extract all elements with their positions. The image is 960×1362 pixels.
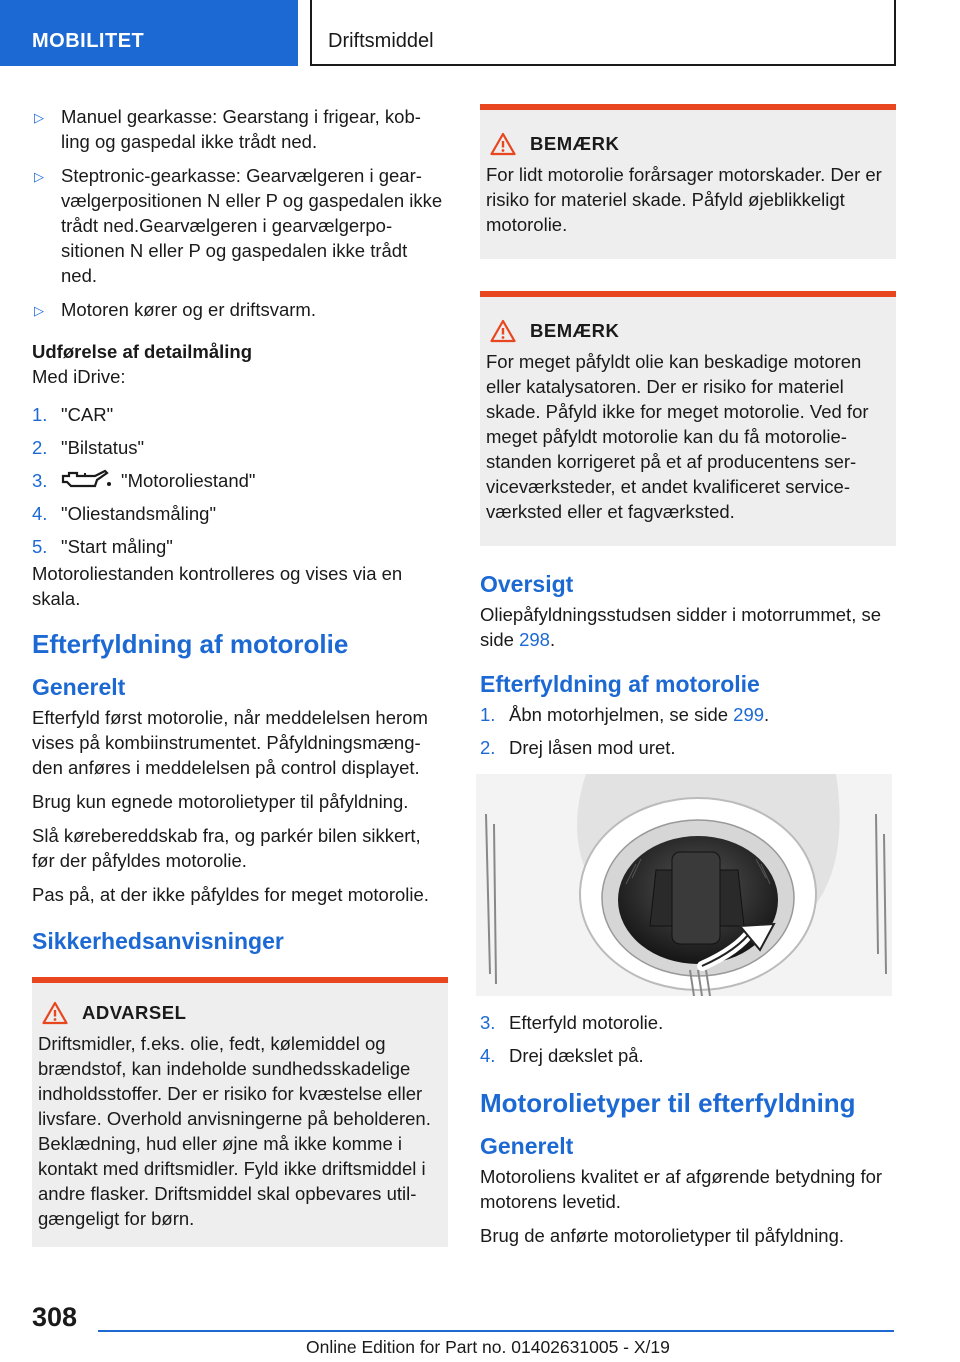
step-number: 4.	[32, 503, 48, 524]
page-header	[0, 0, 960, 66]
warning-box	[32, 977, 448, 1247]
step-number: 1.	[32, 404, 48, 425]
subsection-heading: Generelt	[480, 1133, 574, 1159]
step-item	[480, 1010, 896, 1035]
step-text: "CAR"	[61, 404, 114, 425]
step-text: Drej dækslet på.	[509, 1045, 644, 1066]
step-text: Drej låsen mod uret.	[509, 737, 676, 758]
notice-text: For lidt motorolie forårsager motorskader. Der er risiko for materiel skade. Påfyld øjeblikkeligt motorolie.	[486, 164, 882, 235]
notice-text: For meget påfyldt olie kan beskadige motoren eller katalysatoren. Der er risiko for materiel skade. Påfyld ikke for meget motorolie. Ved for meget påfyldt motorolie kan du få motorolie-standen korrigeret på et af producentens ser-viceværksteder, et andet kvalificeret service-værksted eller et fagværksted.	[486, 351, 869, 522]
general-paragraph: Brug kun egnede motorolietyper til påfyldning.	[32, 791, 409, 812]
step-number: 3.	[32, 470, 48, 491]
procedure-heading: Udførelse af detailmåling	[32, 341, 252, 362]
step-number: 2.	[480, 737, 496, 758]
procedure-intro: Med iDrive:	[32, 366, 126, 387]
subsection-heading: Efterfyldning af motorolie	[480, 671, 760, 697]
step-text	[509, 702, 769, 727]
engine-oil-icon	[61, 468, 113, 493]
oil-cap-photo	[476, 774, 892, 996]
oil-filler-cap-illustration	[476, 774, 892, 996]
bullet-text: Manuel gearkasse: Gearstang i frigear, kob-ling og gaspedal ikke trådt ned.	[61, 106, 421, 152]
triangle-bullet-icon: ▷	[34, 303, 44, 318]
section-heading: Efterfyldning af motorolie	[32, 629, 349, 659]
step-item	[32, 468, 448, 493]
step-number: 5.	[32, 536, 48, 557]
step-item	[32, 534, 448, 559]
general-paragraph: Efterfyld først motorolie, når meddelelsen herom vises på kombiinstrumentet. Påfyldningsmæng-den anføres i meddelelsen på control displayet.	[32, 707, 428, 778]
warning-text: Driftsmidler, f.eks. olie, fedt, kølemiddel og brændstof, kan indeholde sundhedsskadelige indholdsstoffer. Der er risiko for kvæstelse eller livsfare. Overhold anvisningerne på beholderen. Beklædning, hud eller øjne må ikke komme i kontakt med driftsmidler. Fyld ikke driftsmiddel i andre flasker. Driftsmiddel skal opbevares util-gængeligt for børn.	[38, 1033, 431, 1229]
step-item	[480, 1043, 896, 1068]
edition-text: Online Edition for Part no. 01402631005 - X/19	[306, 1337, 670, 1357]
result-text: Motoroliestanden kontrolleres og vises via en skala.	[32, 563, 403, 609]
types-paragraph: Brug de anførte motorolietyper til påfyldning.	[480, 1225, 845, 1246]
general-paragraph: Slå kørebereddskab fra, og parkér bilen sikkert, før der påfyldes motorolie.	[32, 825, 421, 871]
page-number: 308	[32, 1302, 78, 1332]
page-link[interactable]: 299	[733, 704, 765, 725]
step-text-after: .	[764, 704, 770, 725]
bullet-item	[32, 163, 448, 288]
step-number: 3.	[480, 1012, 496, 1033]
section-heading: Motorolietyper til efterfyldning	[480, 1088, 856, 1118]
step-number: 4.	[480, 1045, 496, 1066]
step-item	[480, 735, 896, 760]
subsection-heading: Generelt	[32, 674, 126, 700]
subsection-heading: Sikkerhedsanvisninger	[32, 928, 284, 954]
step-text: "Start måling"	[61, 536, 173, 557]
step-item	[32, 501, 448, 526]
subsection-heading: Oversigt	[480, 571, 574, 597]
triangle-bullet-icon: ▷	[34, 110, 44, 125]
notice-title: BEMÆRK	[530, 320, 620, 341]
step-text: "Motoroliestand"	[121, 470, 256, 491]
general-paragraph: Pas på, at der ikke påfyldes for meget motorolie.	[32, 884, 429, 905]
step-text: "Bilstatus"	[61, 437, 145, 458]
overview-text: Oliepåfyldningsstudsen sidder i motorrummet, se side 298.	[480, 604, 882, 650]
overview-text-main: Oliepåfyldningsstudsen sidder i motorrummet, se side	[480, 604, 882, 650]
warning-triangle-icon	[490, 319, 516, 343]
step-number: 2.	[32, 437, 48, 458]
notice-header	[486, 319, 890, 343]
warning-header	[38, 1001, 442, 1025]
notice-box	[480, 104, 896, 259]
triangle-bullet-icon: ▷	[34, 169, 44, 184]
step-item	[32, 402, 448, 427]
bullet-text: Motoren kører og er driftsvarm.	[61, 299, 316, 320]
notice-title: BEMÆRK	[530, 133, 620, 154]
bullet-item	[32, 297, 448, 323]
step-text: "Oliestandsmåling"	[61, 503, 217, 524]
warning-title: ADVARSEL	[82, 1002, 187, 1023]
section-tab: MOBILITET	[0, 0, 298, 66]
footer-divider	[98, 1330, 894, 1332]
step-text-main: Åbn motorhjelmen, se side	[509, 704, 734, 725]
warning-triangle-icon	[42, 1001, 68, 1025]
step-item	[480, 702, 896, 727]
warning-triangle-icon	[490, 132, 516, 156]
chapter-title: Driftsmiddel	[310, 0, 896, 66]
left-column	[32, 104, 448, 1247]
step-text: Efterfyld motorolie.	[509, 1012, 664, 1033]
notice-header	[486, 132, 890, 156]
right-column	[480, 104, 896, 1257]
types-paragraph: Motoroliens kvalitet er af afgørende betydning for motorens levetid.	[480, 1166, 883, 1212]
page-link[interactable]: 298	[519, 629, 550, 650]
step-item	[32, 435, 448, 460]
step-number: 1.	[480, 704, 496, 725]
bullet-text: Steptronic-gearkasse: Gearvælgeren i gear-vælgerpositionen N eller P og gaspedalen ikke trådt ned.Gearvælgeren i gearvælgerpo-sitionen N eller P og gaspedalen ikke trådt ned.	[61, 165, 443, 286]
bullet-item	[32, 104, 448, 154]
notice-box	[480, 291, 896, 546]
